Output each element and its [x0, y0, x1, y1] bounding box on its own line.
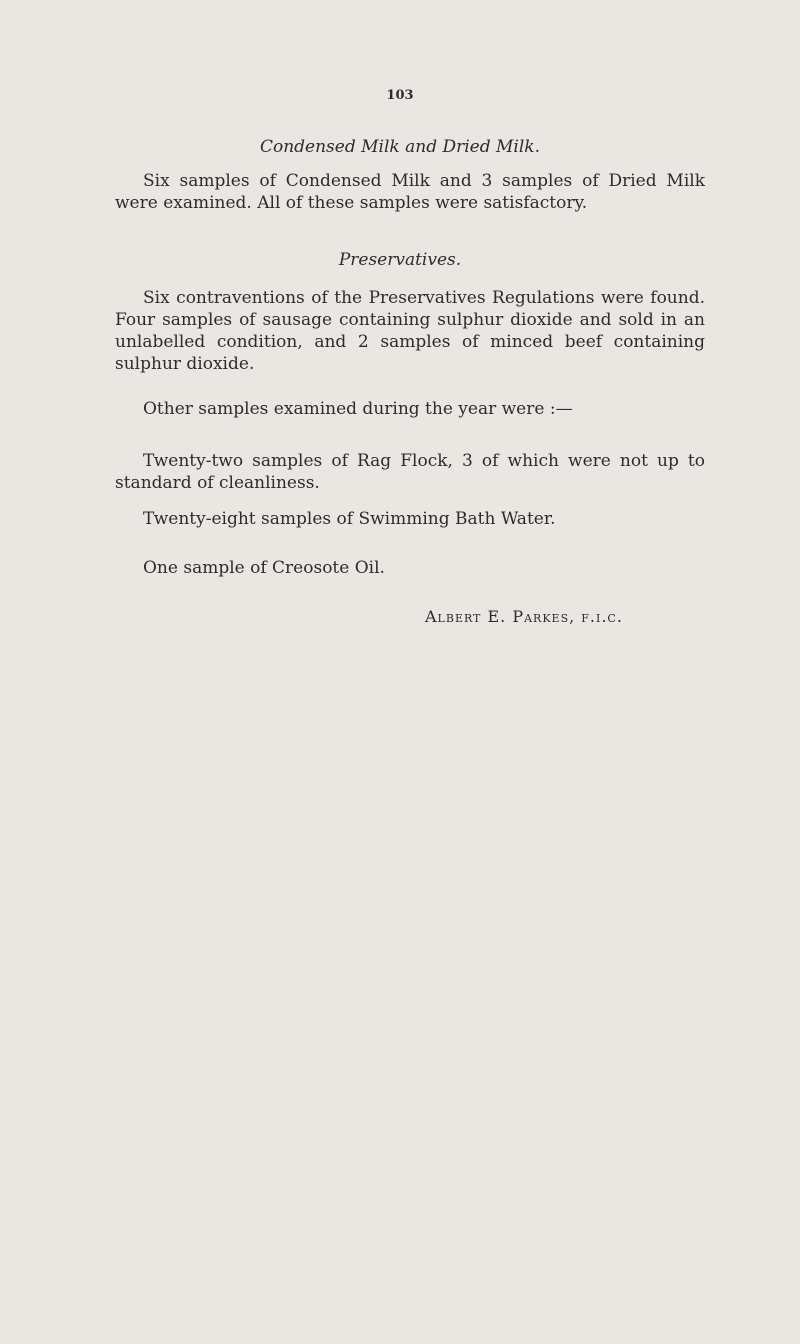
- other-samples-intro: Other samples examined during the year were :—: [143, 399, 573, 419]
- page-number: 103: [386, 88, 414, 103]
- line-creosote: One sample of Creosote Oil.: [143, 558, 385, 578]
- paragraph-rag-flock: Twenty-two samples of Rag Flock, 3 of which were not up to standard of cleanliness.: [115, 451, 705, 493]
- signature: Albert E. Parkes, f.i.c.: [425, 607, 623, 626]
- paragraph-preservatives: Six contraventions of the Preservatives Regulations were found. Four samples of sausage containing sulphur dioxide and sold in an unlabelled condition, and 2 samples of minced beef containing sulphur dioxide.: [115, 288, 705, 374]
- paragraph-condensed-milk: Six samples of Condensed Milk and 3 samples of Dried Milk were examined. All of these samples were satisfactory.: [115, 171, 705, 213]
- line-swimming-bath: Twenty-eight samples of Swimming Bath Water.: [143, 509, 556, 529]
- heading-preservatives: Preservatives.: [338, 250, 462, 270]
- heading-condensed-milk: Condensed Milk and Dried Milk.: [259, 137, 541, 157]
